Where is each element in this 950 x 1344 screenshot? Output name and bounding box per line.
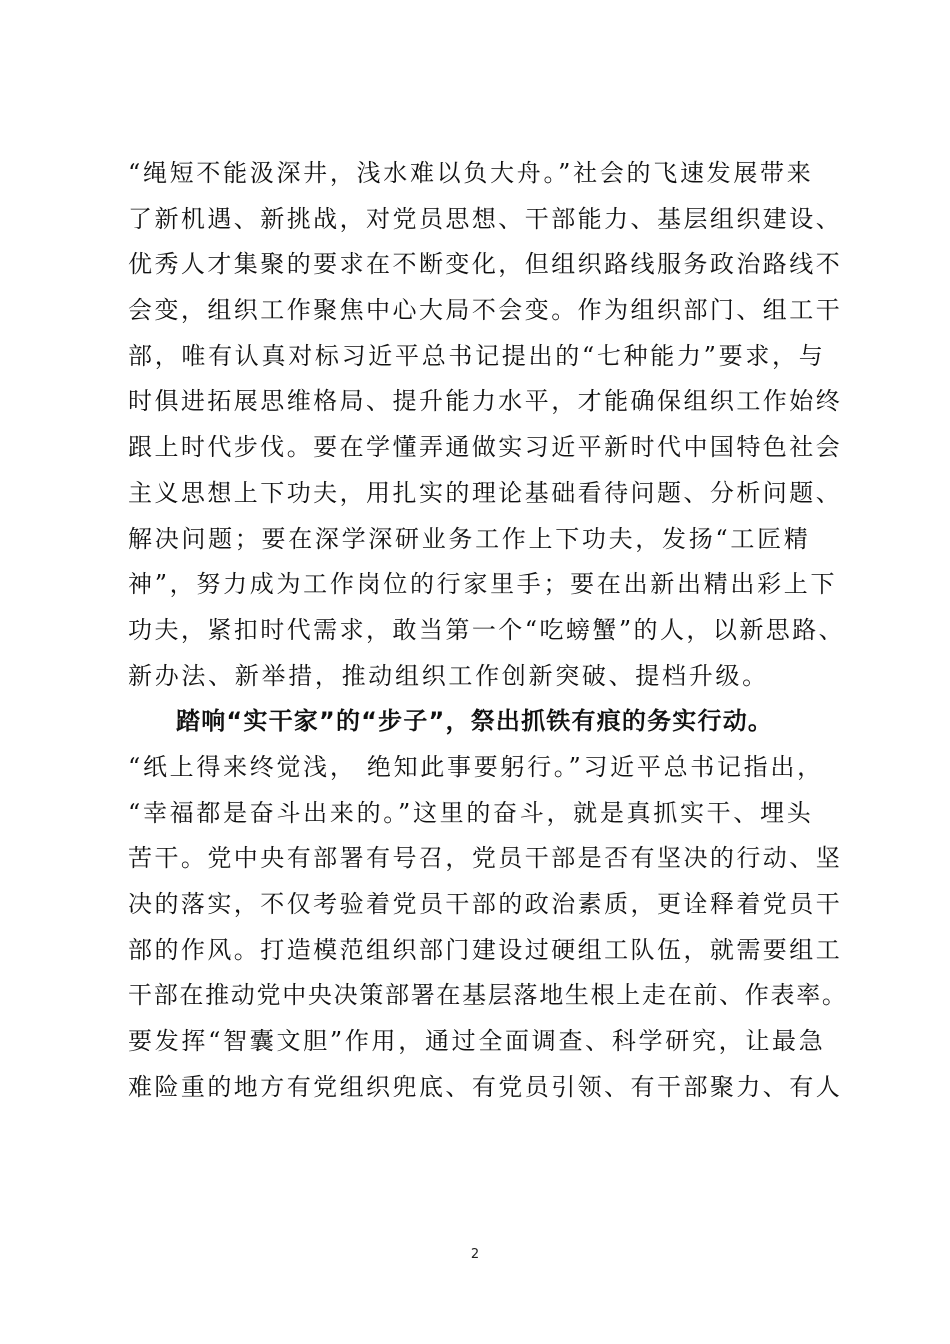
text-line: 要发挥“智囊文胆”作用，通过全面调查、科学研究，让最急 [128,1027,826,1056]
text-line: 功夫，紧扣时代需求，敢当第一个“吃螃蟹”的人，以新思路、 [128,615,846,644]
text-line: “绳短不能汲深井，浅水难以负大舟。”社会的飞速发展带来 [128,159,814,187]
page-number: 2 [470,1247,480,1262]
text-line: 会变，组织工作聚焦中心大局不会变。作为组织部门、组工干 [128,296,843,325]
section-heading: 踏响“实干家”的“步子”，祭出抓铁有痕的务实行动。 [176,707,774,736]
text-line: 解决问题；要在深学深研业务工作上下功夫，发扬“工匠精 [128,524,811,553]
text-line: “纸上得来终觉浅， 绝知此事要躬行。”习近平总书记指出， [128,752,824,781]
text-line: 部的作风。打造模范组织部门建设过硬组工队伍，就需要组工 [128,935,843,964]
body-text [128,151,848,1110]
text-line: 苦干。党中央有部署有号召，党员干部是否有坚决的行动、坚 [128,844,843,873]
text-line: 决的落实，不仅考验着党员干部的政治素质，更诠释着党员干 [128,890,843,918]
text-line: 神”，努力成为工作岗位的行家里手；要在出新出精出彩上下 [128,570,838,599]
text-line: 部，唯有认真对标习近平总书记提出的“七种能力”要求，与 [128,341,826,370]
text-line: 了新机遇、新挑战，对党员思想、干部能力、基层组织建设、 [128,204,843,233]
text-line: 干部在推动党中央决策部署在基层落地生根上走在前、作表率。 [128,981,848,1010]
text-line: 时俱进拓展思维格局、提升能力水平，才能确保组织工作始终 [128,387,843,416]
text-line: 难险重的地方有党组织兜底、有党员引领、有干部聚力、有人 [128,1072,843,1101]
text-line: 跟上时代步伐。要在学懂弄通做实习近平新时代中国特色社会 [128,433,843,462]
text-line: 新办法、新举措，推动组织工作创新突破、提档升级。 [128,661,769,690]
text-line: 主义思想上下功夫，用扎实的理论基础看待问题、分析问题、 [128,478,843,507]
text-line: 优秀人才集聚的要求在不断变化，但组织路线服务政治路线不 [128,250,843,279]
text-line: “幸福都是奋斗出来的。”这里的奋斗，就是真抓实干、埋头 [128,798,814,827]
